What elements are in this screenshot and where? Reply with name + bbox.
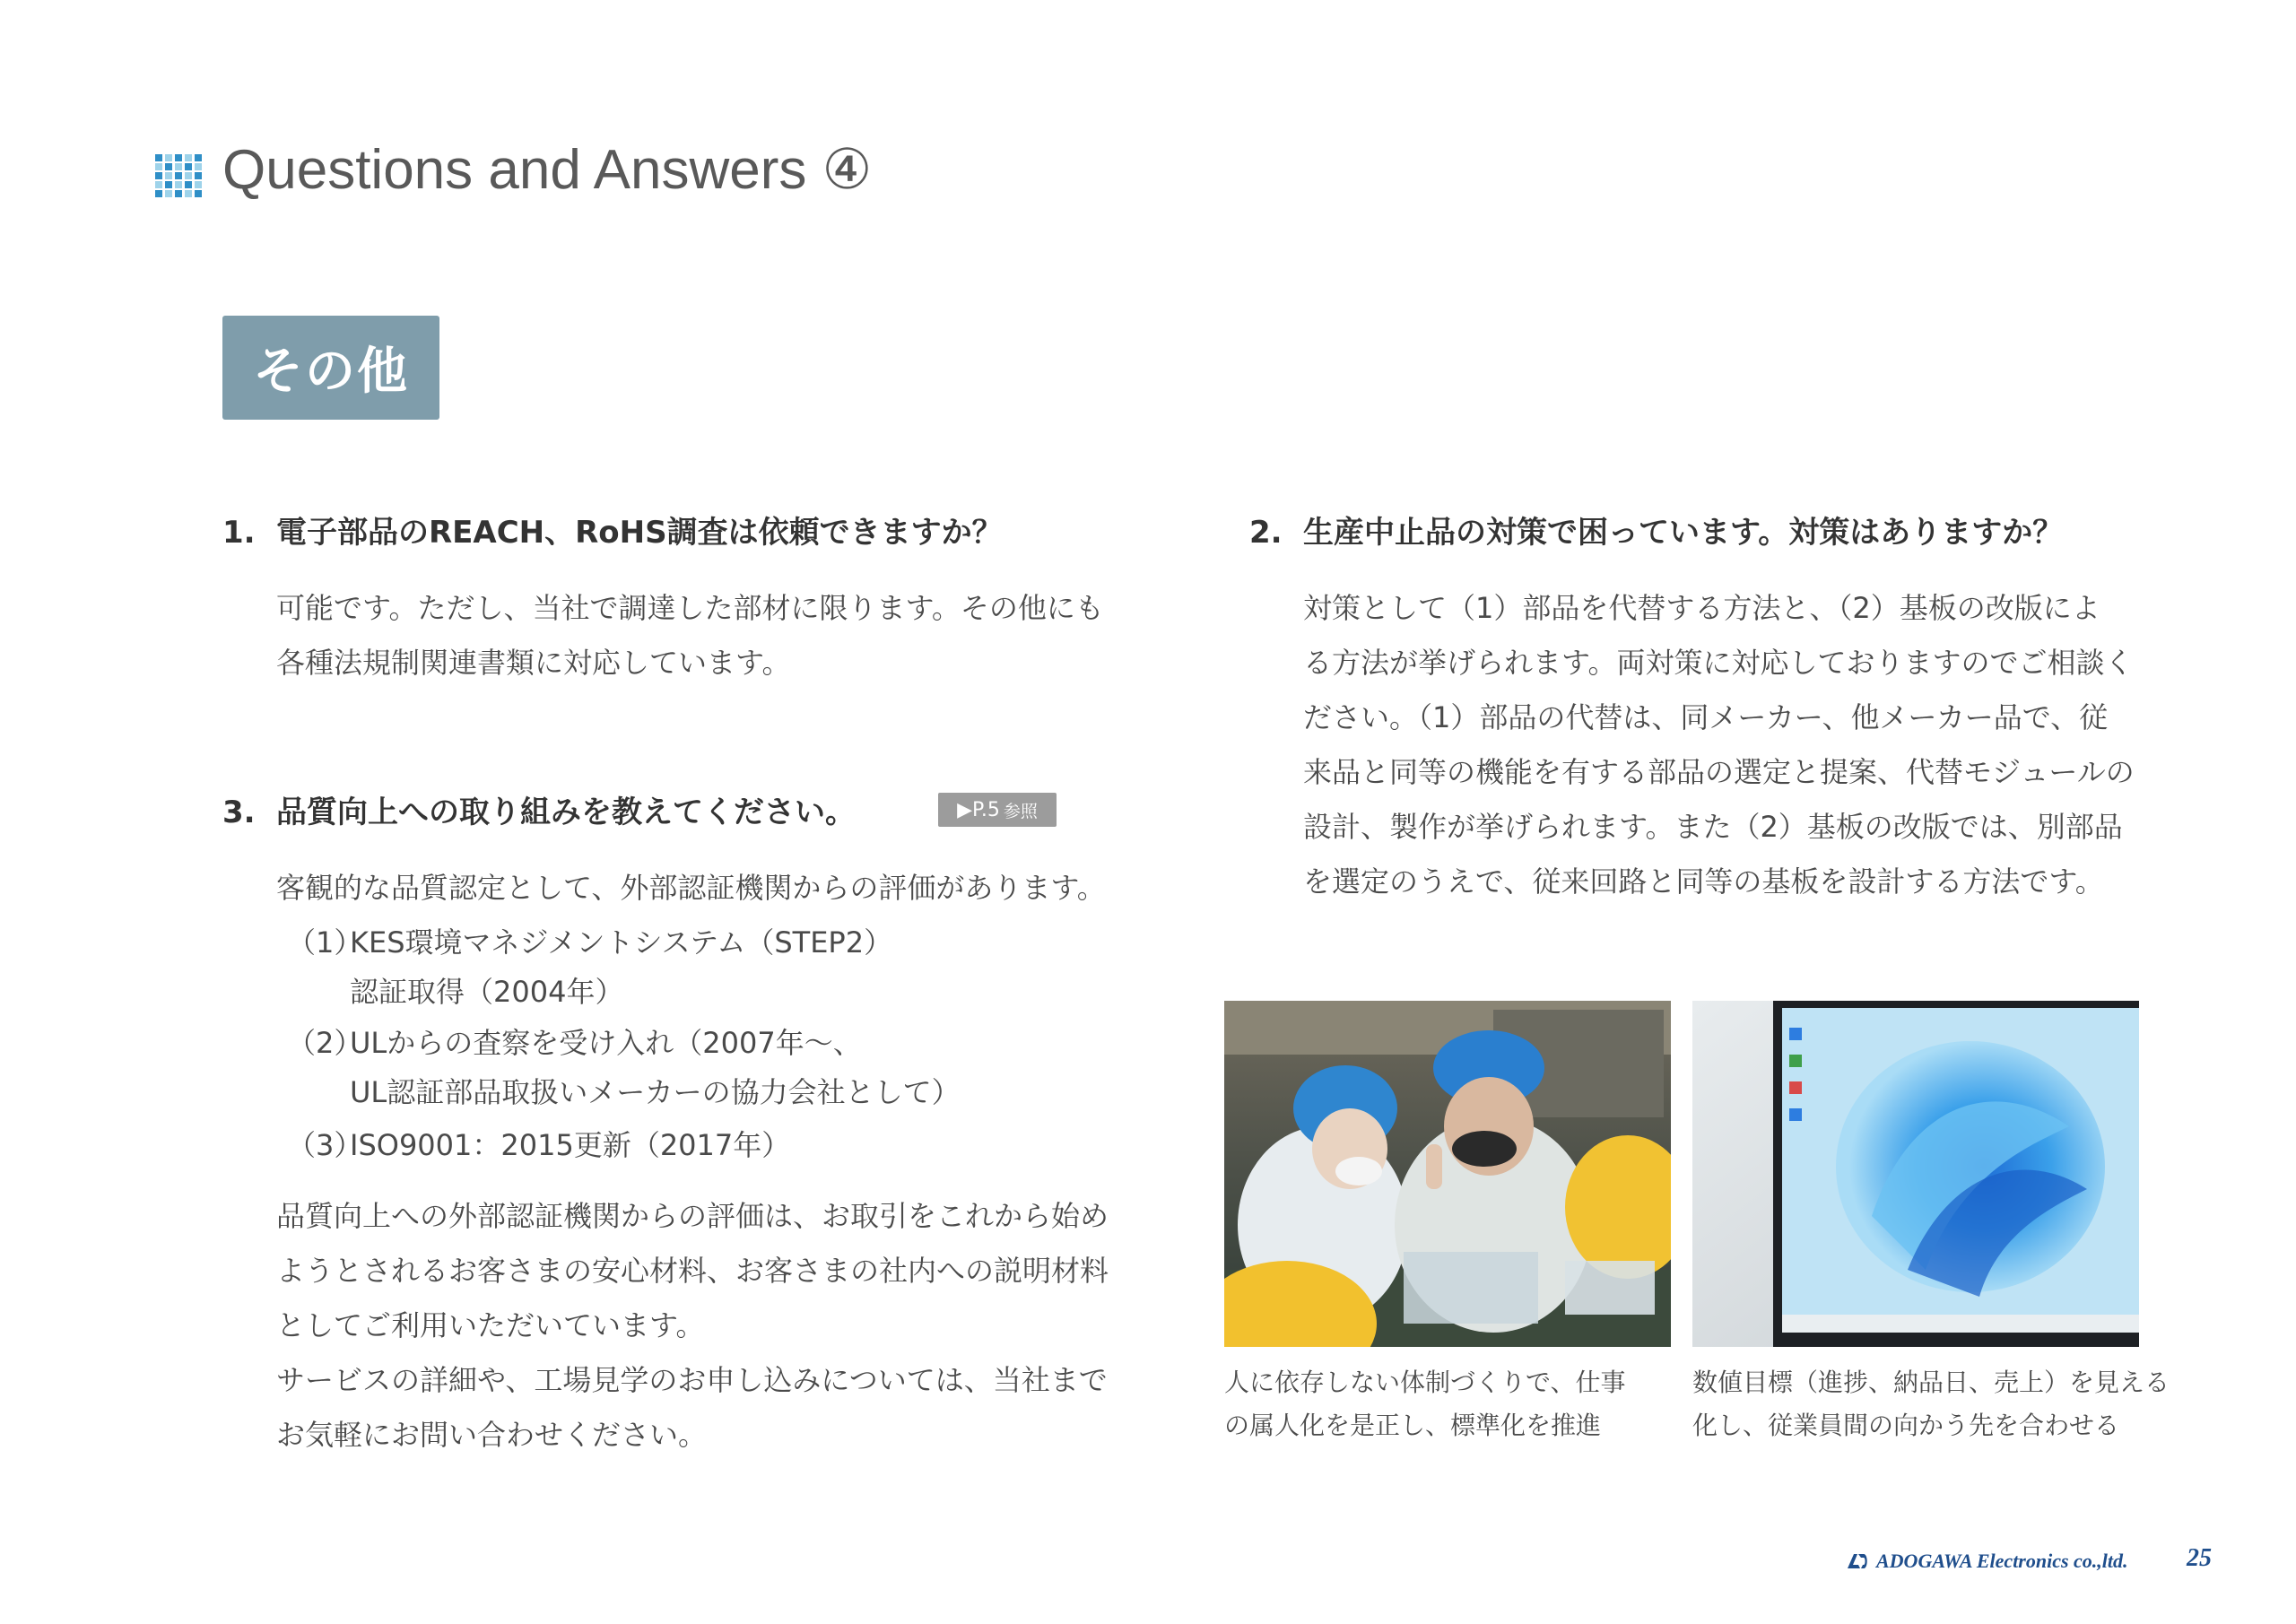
grid-icon-cell <box>165 163 172 170</box>
grid-icon-cell <box>195 172 202 179</box>
page-reference-badge[interactable] <box>938 793 1057 827</box>
page-title: Questions and Answers ④ <box>222 139 873 201</box>
question-number: 1. <box>222 515 256 551</box>
grid-icon-cell <box>195 181 202 188</box>
answer-line: サービスの詳細や、工場見学のお申し込みについては、当社まで <box>276 1363 1108 1397</box>
question-number: 2. <box>1249 515 1283 551</box>
answer-3-closing <box>276 1189 1109 1463</box>
factory-workers-photo <box>1224 1001 1671 1347</box>
answer-1 <box>276 581 1104 690</box>
answer-line: としてご利用いただいています。 <box>276 1308 705 1342</box>
grid-icon-cell <box>165 154 172 161</box>
grid-icon-cell <box>185 190 192 197</box>
list-item: （2）ULからの査察を受け入れ（2007年〜、 UL認証部品取扱いメーカーの協力会社として） <box>287 1026 961 1109</box>
answer-line: ようとされるお客さまの安心材料、お客さまの社内への説明材料 <box>276 1254 1109 1288</box>
answer-line: 品質向上への外部認証機関からの評価は、お取引をこれから始め <box>276 1199 1109 1233</box>
grid-icon-cell <box>155 190 162 197</box>
answer-line: 設計、製作が挙げられます。また（2）基板の改版では、別部品 <box>1303 810 2123 844</box>
section-badge: その他 <box>222 316 439 420</box>
reference-page: ▶P.5 <box>957 798 1000 821</box>
grid-icon-cell <box>195 163 202 170</box>
grid-icon-cell <box>175 163 182 170</box>
question-text: 生産中止品の対策で困っています。対策はありますか？ <box>1303 515 2064 551</box>
grid-icon-cell <box>185 163 192 170</box>
grid-icon-cell <box>185 154 192 161</box>
grid-icon-cell <box>175 154 182 161</box>
question-text: 電子部品のREACH、RoHS調査は依頼できますか？ <box>276 515 1003 551</box>
logo-mark-icon <box>1846 1552 1869 1570</box>
list-item: （3）ISO9001：2015更新（2017年） <box>287 1128 791 1162</box>
grid-icon-cell <box>155 172 162 179</box>
grid-icon-cell <box>175 190 182 197</box>
grid-icon-cell <box>195 154 202 161</box>
question-1 <box>222 508 1003 551</box>
grid-icon <box>155 154 202 199</box>
grid-icon-cell <box>175 181 182 188</box>
grid-icon-cell <box>195 190 202 197</box>
list-item: （1）KES環境マネジメントシステム（STEP2） 認証取得（2004年） <box>287 925 893 1009</box>
answer-line: を選定のうえで、従来回路と同等の基板を設計する方法です。 <box>1303 864 2104 899</box>
answer-line: 各種法規制関連書類に対応しています。 <box>276 646 791 680</box>
grid-icon-cell <box>155 154 162 161</box>
question-2 <box>1249 508 2063 551</box>
grid-icon-cell <box>155 163 162 170</box>
grid-icon-cell <box>175 172 182 179</box>
answer-3-intro: 客観的な品質認定として、外部認証機関からの評価があります。 <box>276 871 1106 905</box>
grid-icon-cell <box>165 181 172 188</box>
grid-icon-cell <box>165 172 172 179</box>
question-3 <box>222 787 856 831</box>
grid-icon-cell <box>185 172 192 179</box>
grid-icon-cell <box>155 181 162 188</box>
monitor-photo <box>1692 1001 2139 1347</box>
answer-line: お気軽にお問い合わせください。 <box>276 1418 708 1452</box>
answer-line: ださい。（1）部品の代替は、同メーカー、他メーカー品で、従 <box>1303 700 2109 734</box>
grid-icon-cell <box>165 190 172 197</box>
grid-icon-cell <box>185 181 192 188</box>
question-text: 品質向上への取り組みを教えてください。 <box>276 795 856 830</box>
page-number: 25 <box>2187 1544 2212 1572</box>
question-number: 3. <box>222 795 256 830</box>
answer-2 <box>1303 581 2135 909</box>
reference-suffix: 参照 <box>1003 801 1038 821</box>
answer-line: 対策として（1）部品を代替する方法と、（2）基板の改版によ <box>1303 591 2100 625</box>
company-logo <box>1846 1550 2128 1573</box>
photo-caption: 数値目標（進捗、納品日、売上）を見える 化し、従業員間の向かう先を合わせる <box>1692 1368 2170 1440</box>
answer-line: 来品と同等の機能を有する部品の選定と提案、代替モジュールの <box>1303 755 2135 789</box>
photo-caption: 人に依存しない体制づくりで、仕事 の属人化を是正し、標準化を推進 <box>1224 1368 1626 1440</box>
company-name: ADOGAWA Electronics co.,ltd. <box>1876 1550 2128 1572</box>
answer-line: 可能です。ただし、当社で調達した部材に限ります。その他にも <box>276 591 1104 625</box>
answer-line: る方法が挙げられます。両対策に対応しておりますのでご相談く <box>1303 646 2134 680</box>
